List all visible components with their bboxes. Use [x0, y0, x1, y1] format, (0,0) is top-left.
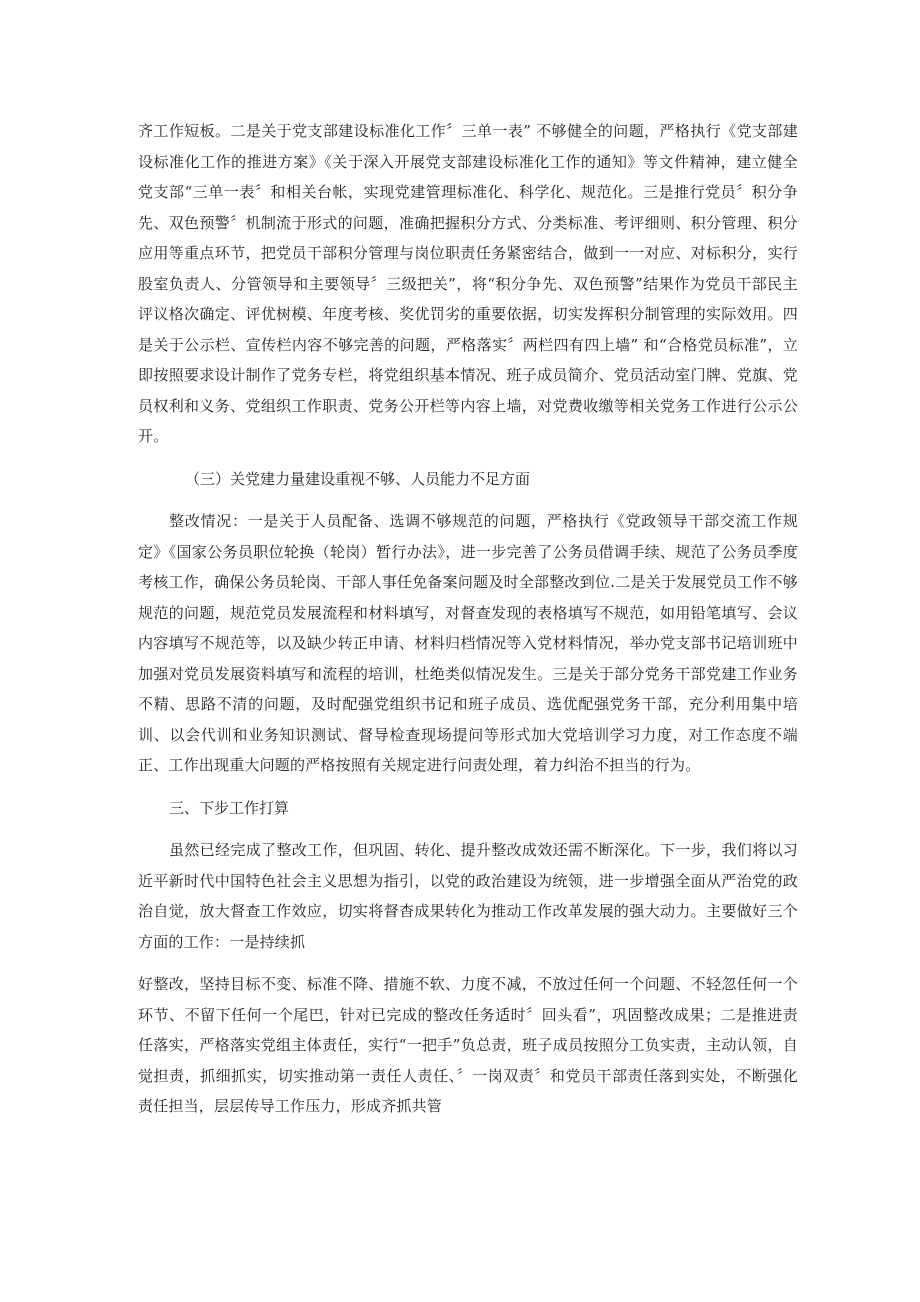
paragraph-next-steps: 虽然已经完成了整改工作，但巩固、转化、提升整改成效还需不断深化。下一步，我们将以习近平新时代中国特色社会主义思想为指引，以党的政治建设为统领，进一步增强全面从严治党的政治自觉，放大督查工作效应，切实将督杳成果转化为推动工作改革发展的强大动力。主要做好三个方面的工作：一是持续抓: [138, 841, 798, 951]
section-heading-next-steps: 三、下步工作打算: [169, 798, 290, 817]
paragraph-rectification: 整改情况：一是关于人员配备、选调不够规范的问题，严格执行《党政领导干部交流工作规定》《国家公务员职位轮换（轮岗）暂行办法》，进一步完善了公务员借调手续、规范了公务员季度考核工作，确保公务员轮岗、干部人事任免备案问题及时全部整改到位.二是关于发展党员工作不够规范的问题，规范党员发展流程和材料填写，对督查发现的表格填写不规范，如用铅笔填写、会议内容填写不规范等，以及缺少转正申请、材料归档情况等入党材料情况，举办党支部书记培训班中加强对党员发展资料填写和流程的培训，杜绝类似情况发生。三是关于部分党务干部党建工作业务不精、思路不清的问题，及时配强党组织书记和班子成员、选优配强党务干部，充分利用集中培训、以会代训和业务知识测试、督导检查现场提问等形式加大党培训学习力度，对工作态度不端正、工作出现重大问题的严格按照有关规定进行问责处理，着力纠治不担当的行为。: [138, 512, 798, 774]
section-heading-3: （三）关党建力量建设重视不够、人员能力不足方面: [185, 469, 531, 488]
document-body: [138, 116, 798, 1122]
paragraph-continuation: 齐工作短板。二是关于党支部建设标准化工作〞三单一表” 不够健全的问题，严格执行《党支部建设标准化工作的推进方案》《关于深入开展党支部建设标准化工作的通知》等文件精神，建立健全党支部“三单一表〞和相关台帐，实现党建管理标准化、科学化、规范化。三是推行党员〞积分争先、双色预警〞机制流于形式的问题，准确把握积分方式、分类标准、考评细则、积分管理、积分应用等重点环节，把党员干部积分管理与岗位职责任务紧密结合，做到一一对应、对标积分，实行股室负责人、分管领导和主要领导〞三级把关”，将“积分争先、双色预警”结果作为党员干部民主评议格次确定、评优树模、年度考核、奖优罚劣的重要依据，切实发挥积分制管理的实际效用。四是关于公示栏、宣传栏内容不够完善的问题，严格落实〞两栏四有四上墙” 和“合格党员标准”，立即按照要求设计制作了党务专栏，将党组织基本情况、班子成员简介、党员活动室门牌、党旗、党员权利和义务、党组织工作职责、党务公开栏等内容上墙，对党费收缴等相关党务工作进行公示公开。: [138, 122, 798, 445]
paragraph-next-steps-continued: 好整改，坚持目标不变、标准不降、措施不软、力度不减，不放过任何一个问题、不轻忽任何一个环节、不留下任何一个尾巴，针对已完成的整改任务适时〞回头看”，巩固整改成果；二是推进责任落实，严格落实党组主体责任，实行“一把手”负总责，班子成员按照分工负实责，主动认领，自觉担责，抓细抓实，切实推动第一责任人责任、〞一岗双责〞和党员干部责任落到实处，不断强化责任担当，层层传导工作压力，形成齐抓共管: [138, 975, 798, 1115]
